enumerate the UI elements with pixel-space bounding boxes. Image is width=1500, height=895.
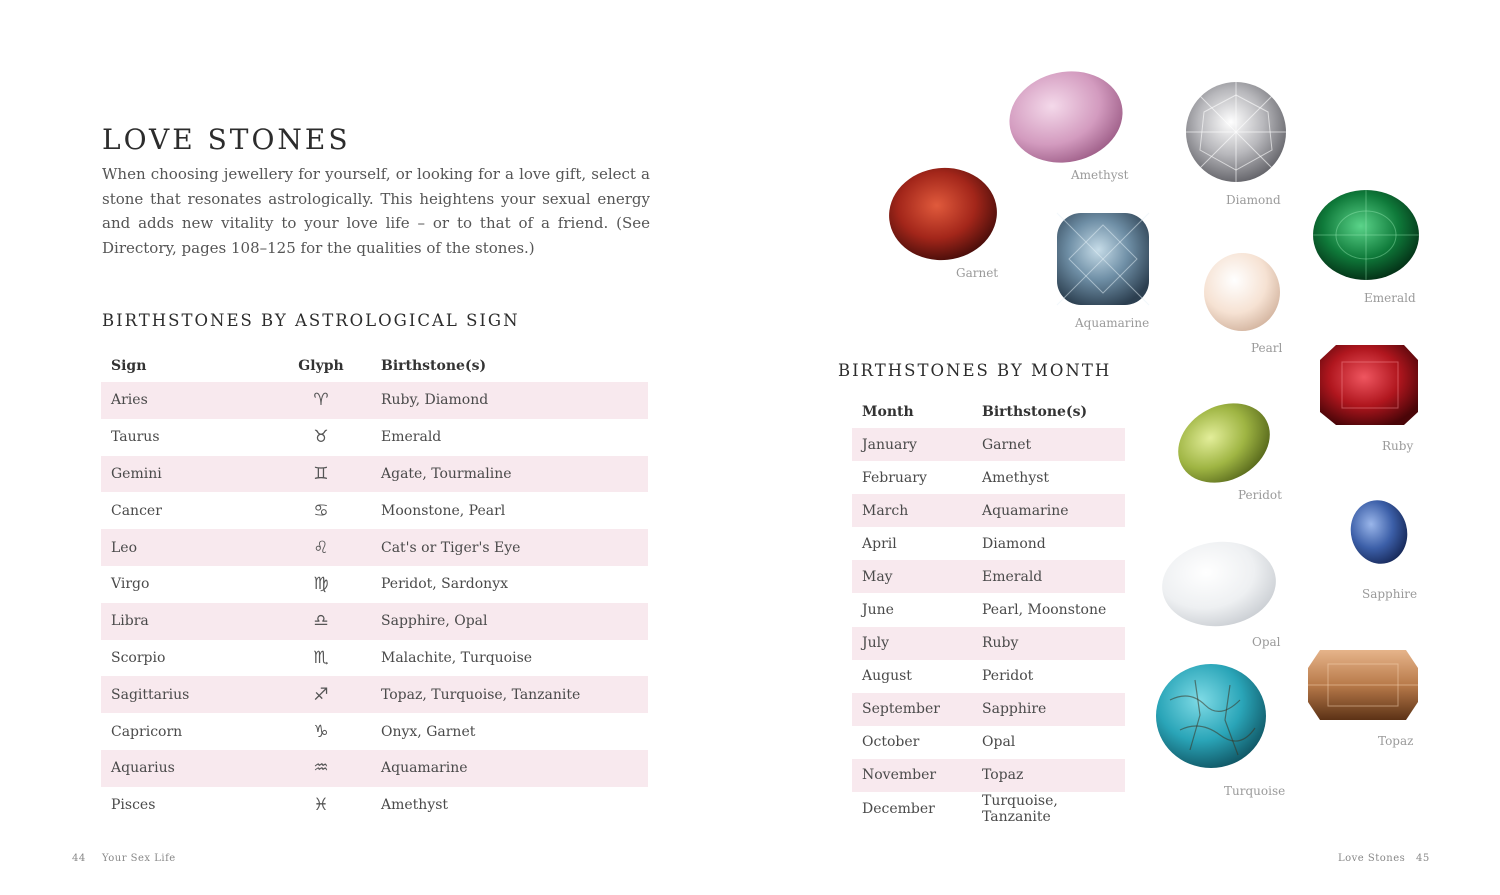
pearl-gem-icon bbox=[1204, 253, 1280, 331]
sign-stones: Topaz, Turquoise, Tanzanite bbox=[371, 676, 648, 713]
sign-name: Libra bbox=[101, 603, 271, 640]
month-stones: Pearl, Moonstone bbox=[982, 602, 1107, 619]
header-glyph: Glyph bbox=[298, 358, 344, 374]
month-stones: Emerald bbox=[972, 560, 1125, 593]
zodiac-glyph-icon: ♑ bbox=[313, 721, 329, 742]
turquoise-label: Turquoise bbox=[1224, 784, 1286, 798]
sign-name: Virgo bbox=[111, 576, 150, 593]
zodiac-glyph-icon: ♒ bbox=[271, 750, 371, 787]
month-stones: Diamond bbox=[982, 535, 1046, 552]
turquoise-gem-icon bbox=[1156, 664, 1266, 768]
month-name: April bbox=[862, 535, 897, 552]
month-stones: Peridot bbox=[982, 668, 1034, 685]
ruby-label: Ruby bbox=[1382, 439, 1414, 453]
sign-stones: Amethyst bbox=[381, 797, 449, 814]
month-name: October bbox=[862, 734, 920, 751]
ruby-gem-icon bbox=[1320, 345, 1418, 425]
sign-stones: Emerald bbox=[381, 429, 442, 446]
sign-stones: Ruby, Diamond bbox=[371, 382, 648, 419]
zodiac-glyph-icon: ♍ bbox=[313, 574, 329, 595]
page-title: LOVE STONES bbox=[102, 122, 351, 156]
month-stones: Sapphire bbox=[972, 693, 1125, 726]
footer-left-page-number: 44 bbox=[72, 853, 86, 864]
intro-paragraph: When choosing jewellery for yourself, or looking for a love gift, select a stone that resonates astrologically. This heightens your sexual energy and adds new vitality to your love life – or to that of a friend. (See Directory, pages 108–125 for the qualities of the stones.) bbox=[102, 165, 650, 257]
zodiac-glyph-icon: ♏ bbox=[313, 647, 329, 668]
month-name: December bbox=[862, 800, 935, 817]
header-month: Month bbox=[862, 404, 914, 420]
astro-section-heading: BIRTHSTONES BY ASTROLOGICAL SIGN bbox=[102, 311, 520, 330]
month-name: February bbox=[862, 469, 927, 486]
peridot-gem-icon bbox=[1164, 388, 1284, 498]
footer-right-title: Love Stones bbox=[1338, 853, 1406, 864]
zodiac-glyph-icon: ♋ bbox=[313, 500, 329, 521]
sign-stones: Cat's or Tiger's Eye bbox=[371, 529, 648, 566]
sign-stones: Moonstone, Pearl bbox=[381, 502, 506, 519]
zodiac-glyph-icon: ♈ bbox=[271, 382, 371, 419]
month-name: August bbox=[862, 668, 912, 685]
opal-gem-icon bbox=[1158, 536, 1280, 631]
sapphire-label: Sapphire bbox=[1362, 587, 1418, 601]
peridot-label: Peridot bbox=[1238, 488, 1282, 502]
sign-stones: Peridot, Sardonyx bbox=[381, 576, 509, 593]
sign-name: Aries bbox=[101, 382, 271, 419]
aquamarine-label: Aquamarine bbox=[1075, 316, 1150, 330]
sign-name: Gemini bbox=[101, 456, 271, 493]
header-birthstones: Birthstone(s) bbox=[982, 404, 1088, 420]
diamond-facets bbox=[1186, 82, 1286, 182]
sign-name: Pisces bbox=[111, 797, 156, 814]
sign-stones: Onyx, Garnet bbox=[381, 723, 476, 740]
month-name: May bbox=[852, 560, 972, 593]
month-name: January bbox=[852, 428, 972, 461]
month-name: September bbox=[852, 693, 972, 726]
month-stones: Aquamarine bbox=[972, 494, 1125, 527]
month-stones: Turquoise, Tanzanite bbox=[982, 792, 1058, 825]
month-name: March bbox=[852, 494, 972, 527]
amethyst-gem-icon bbox=[1001, 61, 1131, 173]
zodiac-glyph-icon: ♓ bbox=[313, 795, 329, 816]
amethyst-label: Amethyst bbox=[1071, 168, 1129, 182]
month-name: June bbox=[862, 602, 894, 619]
opal-label: Opal bbox=[1252, 635, 1281, 649]
zodiac-glyph-icon: ♎ bbox=[271, 603, 371, 640]
sign-name: Capricorn bbox=[111, 723, 183, 740]
sign-name: Leo bbox=[101, 529, 271, 566]
sign-stones: Malachite, Turquoise bbox=[381, 649, 533, 666]
month-stones: Opal bbox=[982, 734, 1016, 751]
sapphire-gem-icon bbox=[1344, 494, 1415, 570]
zodiac-glyph-icon: ♊ bbox=[271, 456, 371, 493]
sign-stones: Sapphire, Opal bbox=[371, 603, 648, 640]
zodiac-glyph-icon: ♌ bbox=[271, 529, 371, 566]
garnet-label: Garnet bbox=[956, 266, 999, 280]
footer-right-page-number: 45 bbox=[1416, 853, 1430, 864]
sign-stones: Aquamarine bbox=[371, 750, 648, 787]
zodiac-glyph-icon: ♐ bbox=[271, 676, 371, 713]
header-sign: Sign bbox=[111, 358, 147, 374]
month-stones: Ruby bbox=[972, 627, 1125, 660]
sign-name: Scorpio bbox=[111, 649, 166, 666]
pearl-label: Pearl bbox=[1251, 341, 1283, 355]
month-stones: Topaz bbox=[972, 759, 1125, 792]
month-stones: Garnet bbox=[972, 428, 1125, 461]
sign-name: Sagittarius bbox=[101, 676, 271, 713]
month-name: November bbox=[852, 759, 972, 792]
sign-stones: Agate, Tourmaline bbox=[371, 456, 648, 493]
emerald-label: Emerald bbox=[1364, 291, 1416, 305]
diamond-label: Diamond bbox=[1226, 193, 1281, 207]
month-name: July bbox=[852, 627, 972, 660]
month-section-heading: BIRTHSTONES BY MONTH bbox=[838, 361, 1112, 380]
sign-name: Taurus bbox=[111, 429, 160, 446]
garnet-gem-icon bbox=[884, 163, 1001, 266]
topaz-label: Topaz bbox=[1378, 734, 1414, 748]
footer-left-title: Your Sex Life bbox=[102, 853, 176, 864]
month-stones: Amethyst bbox=[982, 469, 1050, 486]
zodiac-glyph-icon: ♉ bbox=[313, 427, 329, 448]
sign-name: Cancer bbox=[111, 502, 162, 519]
sign-name: Aquarius bbox=[101, 750, 271, 787]
header-birthstones: Birthstone(s) bbox=[381, 358, 487, 374]
